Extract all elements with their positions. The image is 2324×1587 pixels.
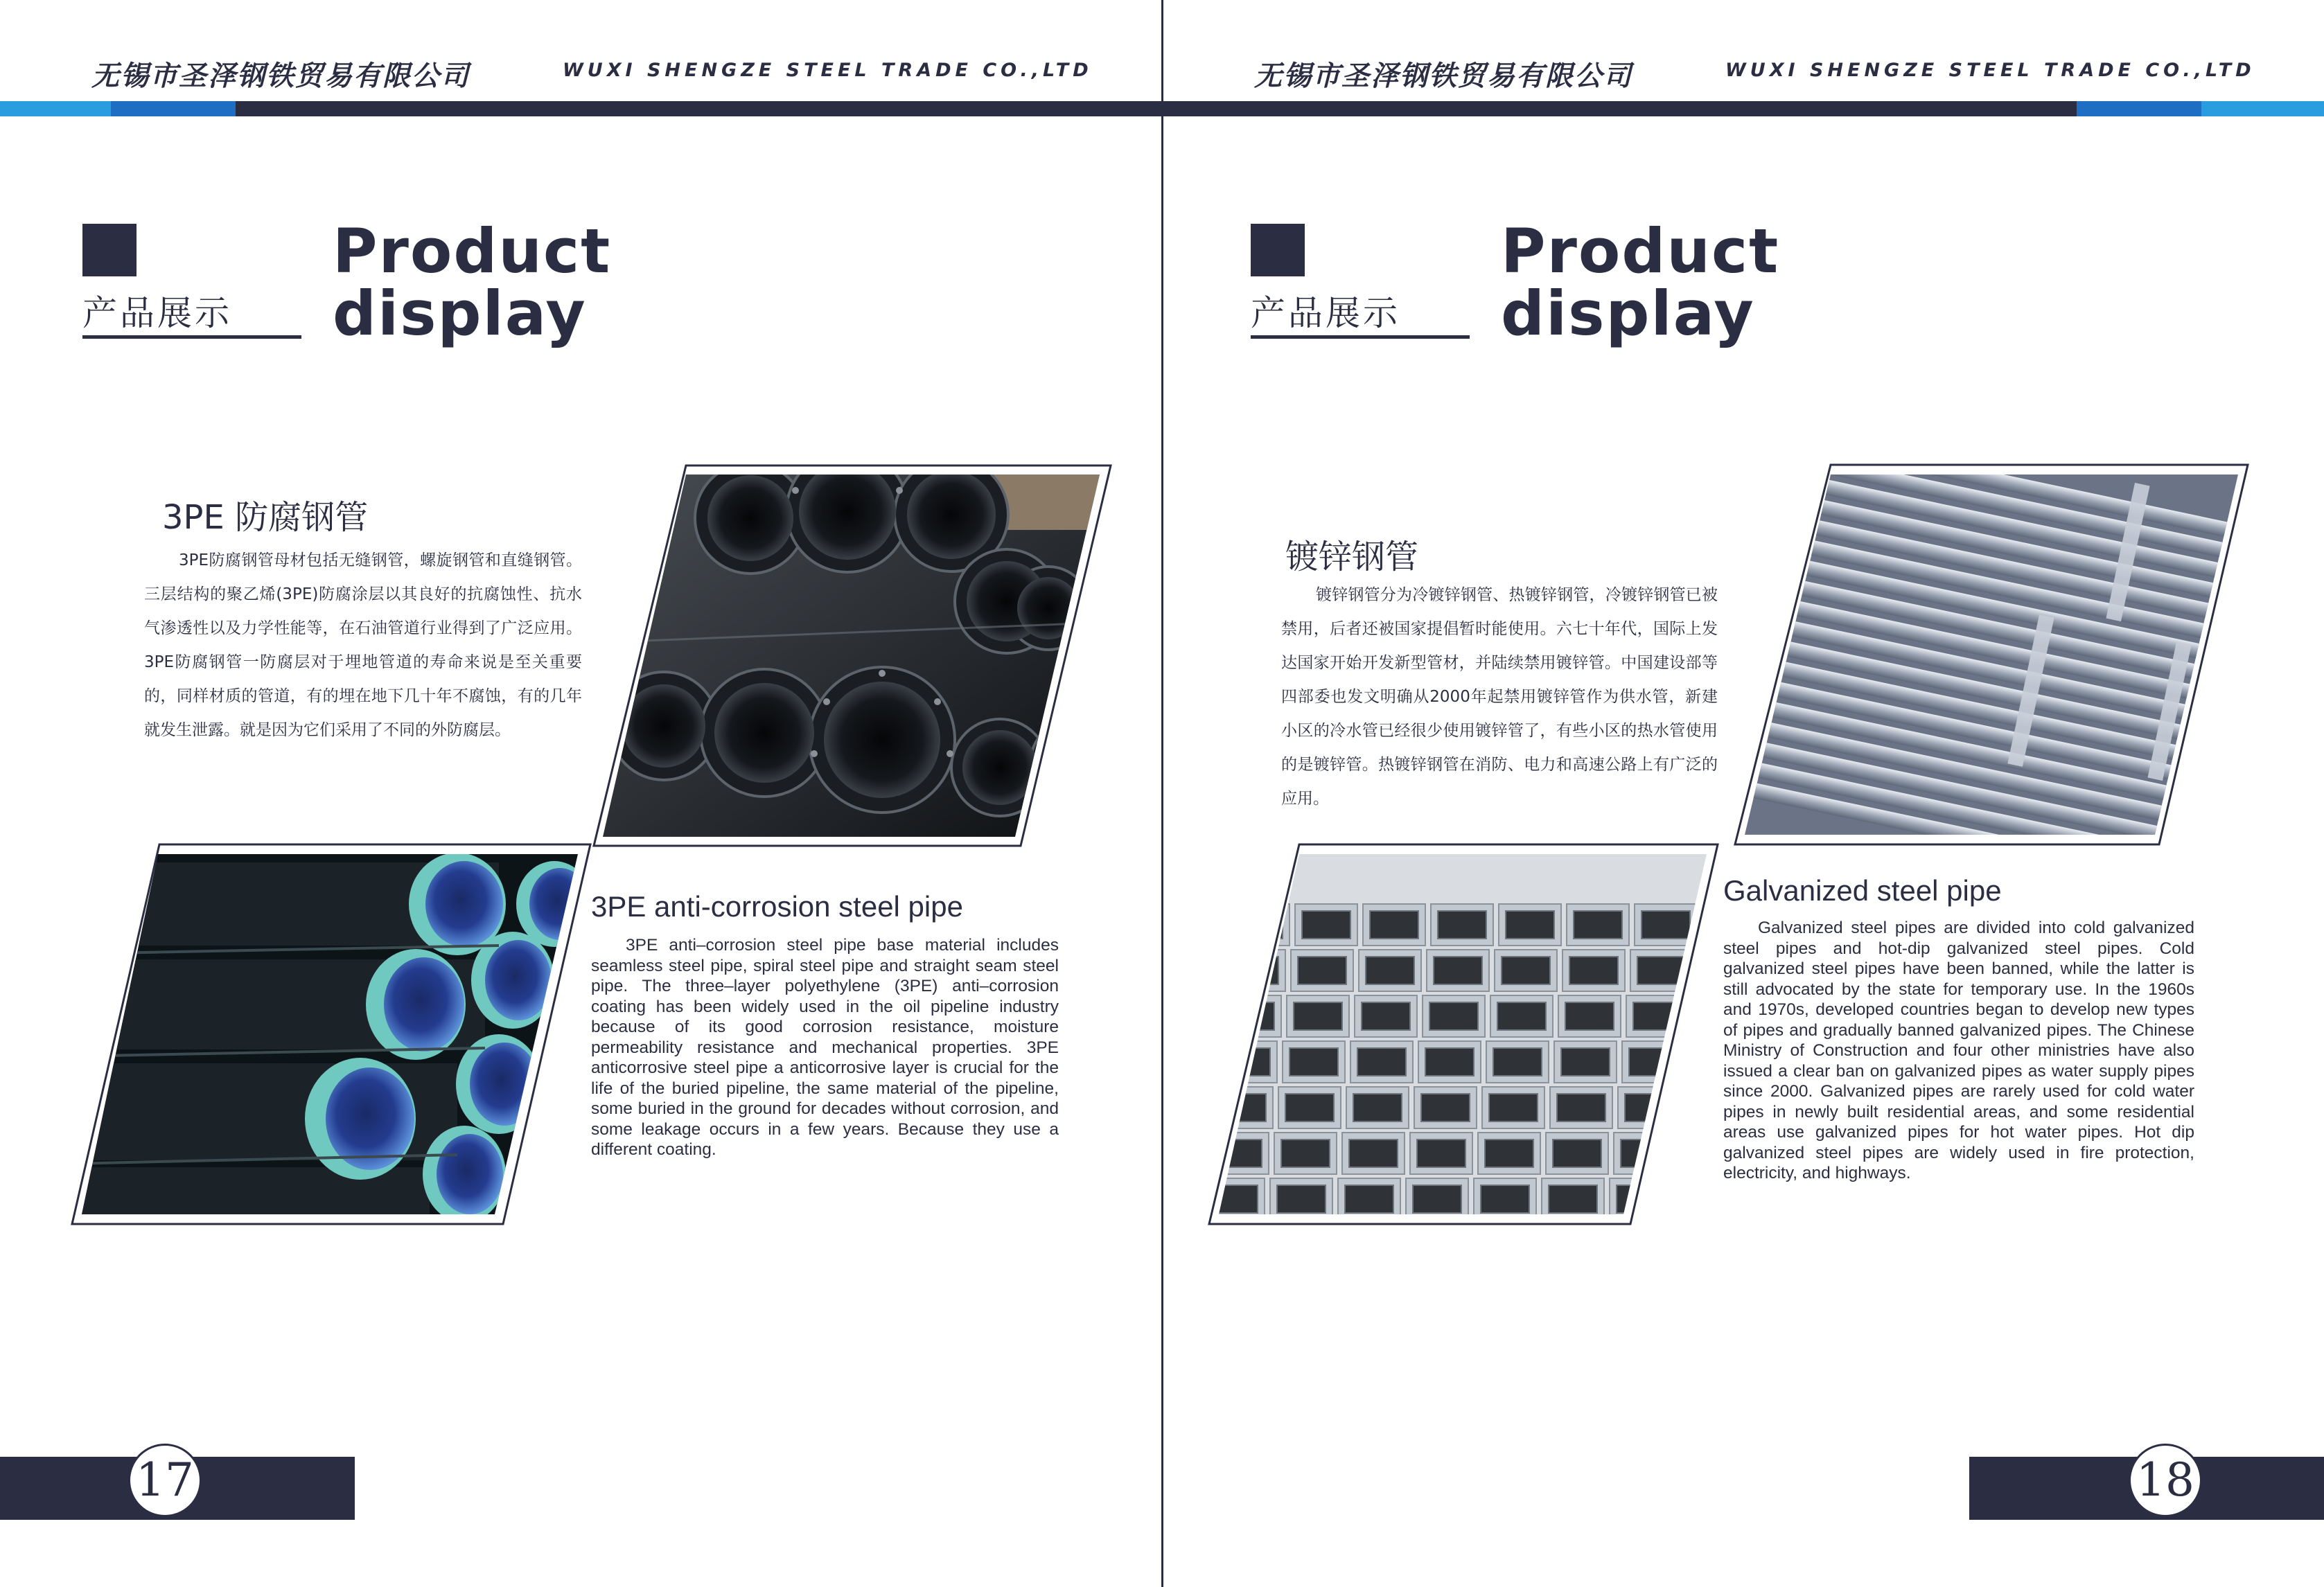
heading-cn: 产品展示 [1251,293,1400,333]
heading-en-line2: display [333,278,587,349]
page-18 [1162,0,2324,1587]
product-title-en: Galvanized steel pipe [1723,874,2002,907]
product-title-cn: 镀锌钢管 [1285,538,1419,576]
heading-en-line2: display [1501,278,1755,349]
product-desc-en: Galvanized steel pipes are divided into cold galvanized steel pipes and hot-dip galvanized steel pipes. Cold galvanized steel pipes have been banned, while the latter is still advocated by the state for temporary use. In the 1960s and 1970s, developed countries began to develop new types of pipes and gradually banned galvanized pipes. The Chinese Ministry of Construction and four other ministries have also issued a clear ban on galvanized pipes as water supply pipes since 2000. Galvanized pipes are rarely used for cold water pipes in newly built residential areas, and some residential areas use galvanized pipes for hot water pipes. Hot dip galvanized steel pipes are widely used in fire protection, electricity, and highways. [1723,919,2194,1182]
product-title-en: 3PE anti-corrosion steel pipe [591,890,963,923]
header-bar-light [2201,101,2324,116]
product-title-cn: 3PE 防腐钢管 [162,498,369,537]
heading-square [1251,224,1305,276]
header-bar-navy [236,101,1162,116]
header-company-en: WUXI SHENGZE STEEL TRADE CO.,LTD [563,60,1093,81]
header-company-en: WUXI SHENGZE STEEL TRADE CO.,LTD [1725,60,2255,81]
product-desc-cn: 3PE防腐钢管母材包括无缝钢管，螺旋钢管和直缝钢管。三层结构的聚乙烯(3PE)防腐涂层以其良好的抗腐蚀性、抗水气渗透性以及力学性能等，在石油管道行业得到了广泛应用。3PE防腐钢管一防腐层对于埋地管道的寿命来说是至关重要的，同样材质的管道，有的埋在地下几十年不腐蚀，有的几年就发生泄露。就是因为它们采用了不同的外防腐层。 [144,551,582,739]
3pe-coated-pipes-photo [69,842,596,1230]
heading-square [82,224,137,276]
book-spine [1161,0,1163,1587]
header-company-cn: 无锡市圣泽钢铁贸易有限公司 [1254,60,1632,92]
header-bar-blue [2077,101,2201,116]
product-desc-cn: 镀锌钢管分为冷镀锌钢管、热镀锌钢管，冷镀锌钢管已被禁用，后者还被国家提倡暂时能使用。六七十年代，国际上发达国家开始开发新型管材，并陆续禁用镀锌管。中国建设部等四部委也发文明确从2000年起禁用镀锌管作为供水管，新建小区的冷水管已经很少使用镀锌管了，有些小区的热水管使用的是镀锌管。热镀锌钢管在消防、电力和高速公路上有广泛的应用。 [1281,586,1718,808]
heading-en-line1: Product [333,215,612,287]
galvanized-round-pipes-photo [1732,462,2251,848]
header-bar-light [0,101,111,116]
heading-en [1501,215,1780,349]
page-number: 17 [128,1444,202,1517]
heading-underline [1251,335,1470,339]
heading-en-line1: Product [1501,215,1780,287]
heading-underline [82,335,301,339]
heading-en [333,215,612,349]
heading-cn: 产品展示 [82,293,232,333]
page-number: 18 [2129,1444,2202,1517]
flanged-black-pipes-photo [591,463,1115,847]
header-bar-navy [1162,101,2077,116]
header-company-cn: 无锡市圣泽钢铁贸易有限公司 [91,60,470,92]
product-desc-en: 3PE anti–corrosion steel pipe base material includes seamless steel pipe, spiral steel pipe and straight seam steel pipe. The three–layer polyethylene (3PE) anti–corrosion coating has been widely used in the oil pipeline industry because of its good corrosion resistance, moisture permeability resistance and mechanical properties. 3PE anticorrosive steel pipe a anticorrosive layer is crucial for the life of the buried pipeline, the same material of the pipeline, some buried in the ground for decades without corrosion, and some leakage occurs in a few years. Because they use a different coating. [591,936,1059,1159]
galvanized-square-tubes-photo [1206,842,1719,1230]
header-bar-blue [111,101,236,116]
